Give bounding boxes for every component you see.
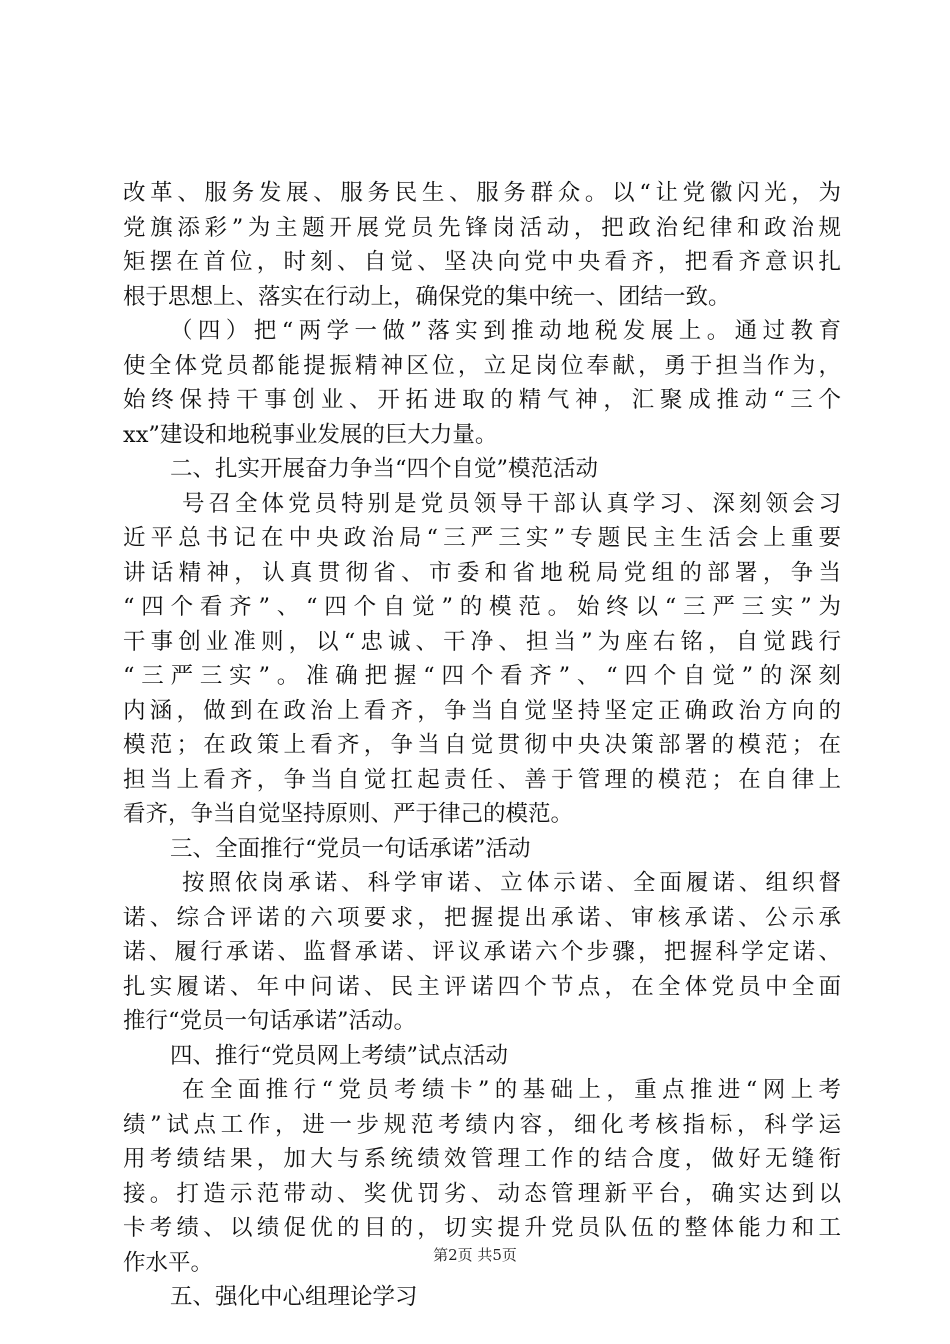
document-body [123,176,841,1315]
text-line: 诺、综合评诺的六项要求，把握提出承诺、审核承诺、公示承 [123,904,841,931]
text-line: 用考绩结果，加大与系统绩效管理工作的结合度，做好无缝衔 [123,1146,841,1172]
text-line: 矩摆在首位，时刻、自觉、坚决向党中央看齐，把看齐意识扎 [123,249,841,275]
text-line: 始终保持干事创业、开拓进取的精气神，汇聚成推动“三个 [123,387,841,413]
text-line: 看齐，争当自觉坚持原则、严于律己的模范。 [123,801,574,827]
text-line: 党旗添彩”为主题开展党员先锋岗活动，把政治纪律和政治规 [123,214,841,241]
text-line: 内涵，做到在政治上看齐，争当自觉坚持坚定正确政治方向的 [123,697,841,724]
text-line: 绩”试点工作，进一步规范考绩内容，细化考核指标，科学运 [123,1111,841,1138]
text-line: 改革、服务发展、服务民生、服务群众。以“让党徽闪光，为 [123,180,841,206]
text-line: 担当上看齐，争当自觉扛起责任、善于管理的模范；在自律上 [123,766,841,793]
text-line: 近平总书记在中央政治局“三严三实”专题民主生活会上重要 [123,525,841,551]
text-line: 按照依岗承诺、科学审诺、立体示诺、全面履诺、组织督 [182,870,841,896]
text-line: 根于思想上、落实在行动上，确保党的集中统一、团结一致。 [123,283,731,310]
section-heading: 四、推行“党员网上考绩”试点活动 [170,1042,509,1069]
text-line: 讲话精神，认真贯彻省、市委和省地税局党组的部署，争当 [123,559,841,586]
text-line: 卡考绩、以绩促优的目的，切实提升党员队伍的整体能力和工 [123,1215,841,1241]
text-line: 扎实履诺、年中问诺、民主评诺四个节点，在全体党员中全面 [123,973,841,1000]
text-line: 号召全体党员特别是党员领导干部认真学习、深刻领会习 [182,490,841,517]
text-line: xx”建设和地税事业发展的巨大力量。 [123,421,498,448]
text-line: 在全面推行“党员考绩卡”的基础上，重点推进“网上考 [182,1077,841,1103]
text-line: 干事创业准则，以“忠诚、干净、担当”为座右铭，自觉践行 [123,628,841,655]
text-line: 作水平。 [123,1249,214,1276]
section-heading: 三、全面推行“党员一句话承诺”活动 [170,835,531,862]
text-line: 模范；在政策上看齐，争当自觉贯彻中央决策部署的模范；在 [123,732,841,758]
section-heading: 二、扎实开展奋力争当“四个自觉”模范活动 [170,456,599,482]
text-line: 使全体党员都能提振精神区位，立足岗位奉献，勇于担当作为， [123,352,841,379]
text-line: “三严三实”。准确把握“四个看齐”、“四个自觉”的深刻 [123,663,841,689]
text-line: 诺、履行承诺、监督承诺、评议承诺六个步骤，把握科学定诺、 [123,939,841,965]
section-heading: 五、强化中心组理论学习 [170,1284,418,1310]
text-line: “四个看齐”、“四个自觉”的模范。始终以“三严三实”为 [123,594,841,620]
text-line: 接。打造示范带动、奖优罚劣、动态管理新平台，确实达到以 [123,1180,841,1207]
text-line: 推行“党员一句话承诺”活动。 [123,1008,417,1034]
page-number-footer: 第2页 共5页 [433,1246,517,1264]
text-line: （四）把“两学一做”落实到推动地税发展上。通过教育 [170,318,841,344]
